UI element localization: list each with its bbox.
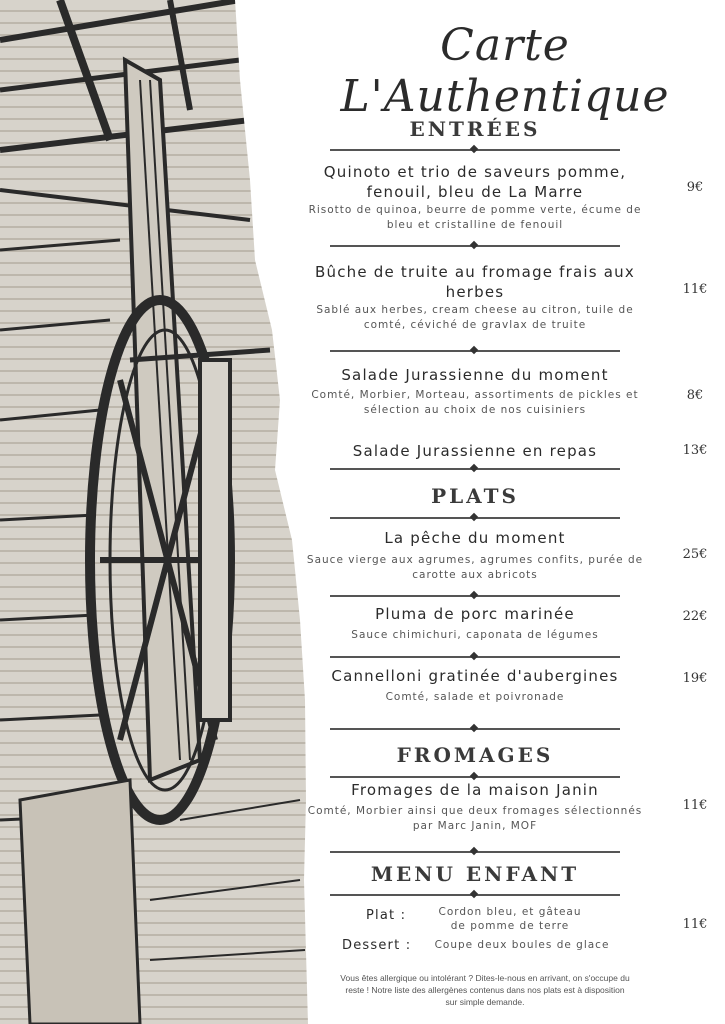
kids-plat-text: Cordon bleu, et gâteau de pomme de terre (438, 906, 582, 932)
divider (330, 724, 620, 734)
divider (330, 513, 620, 523)
dish-name: Pluma de porc marinée (375, 605, 575, 623)
section-heading-plats: PLATS (431, 484, 519, 508)
section-heading-fromages: FROMAGES (396, 743, 554, 767)
menu-title: Carte L'Authentique (340, 20, 670, 122)
dish-price: 8€ (686, 388, 704, 403)
dish-price: 22€ (682, 609, 708, 624)
dish-name: La pêche du moment (384, 529, 566, 547)
dish-price: 9€ (686, 180, 704, 195)
dish-name: Salade Jurassienne du moment (341, 366, 609, 384)
divider (330, 464, 620, 474)
kids-menu-price: 11€ (682, 917, 708, 932)
dish-name: Salade Jurassienne en repas (352, 442, 598, 460)
divider (330, 890, 620, 900)
divider (330, 241, 620, 251)
kids-dessert-text: Coupe deux boules de glace (434, 939, 610, 951)
allergen-notice: Vous êtes allergique ou intolérant ? Dites-le-nous en arrivant, on s'occupe du reste ! Notre liste des allergènes contenus dans nos plats est à disposition sur simple demande. (340, 973, 630, 1007)
dish-description: Sablé aux herbes, cream cheese au citron, tuile de comté, céviché de gravlax de truite (316, 304, 634, 331)
dish-description: Comté, Morbier, Morteau, assortiments de pickles et sélection au choix de nos cuisiniers (311, 389, 639, 416)
dish-name: Bûche de truite au fromage frais aux herbes (315, 263, 635, 301)
dish-name: Fromages de la maison Janin (351, 781, 599, 799)
dish-name: Cannelloni gratinée d'aubergines (331, 667, 619, 685)
dish-description: Sauce vierge aux agrumes, agrumes confits, purée de carotte aux abricots (306, 554, 644, 581)
dish-price: 19€ (682, 671, 708, 686)
section-heading-menu-enfant: MENU ENFANT (370, 862, 580, 886)
dish-price: 25€ (682, 547, 708, 562)
dish-price: 13€ (682, 443, 708, 458)
dish-price: 11€ (682, 798, 708, 813)
divider (330, 591, 620, 601)
divider (330, 847, 620, 857)
dish-description: Comté, salade et poivronade (385, 691, 565, 703)
divider (330, 652, 620, 662)
kids-plat-label: Plat : (366, 908, 407, 923)
dish-description: Risotto de quinoa, beurre de pomme verte, écume de bleu et cristalline de fenouil (308, 204, 642, 231)
divider (330, 145, 620, 155)
dish-price: 11€ (682, 282, 708, 297)
kids-dessert-label: Dessert : (342, 938, 412, 953)
water-wheel-illustration (0, 0, 320, 1024)
dish-description: Sauce chimichuri, caponata de légumes (351, 629, 599, 641)
dish-name: Quinoto et trio de saveurs pomme, fenouil, bleu de La Marre (323, 163, 627, 201)
dish-description: Comté, Morbier ainsi que deux fromages sélectionnés par Marc Janin, MOF (307, 805, 643, 832)
divider (330, 346, 620, 356)
section-heading-entrees: ENTRÉES (409, 117, 541, 141)
